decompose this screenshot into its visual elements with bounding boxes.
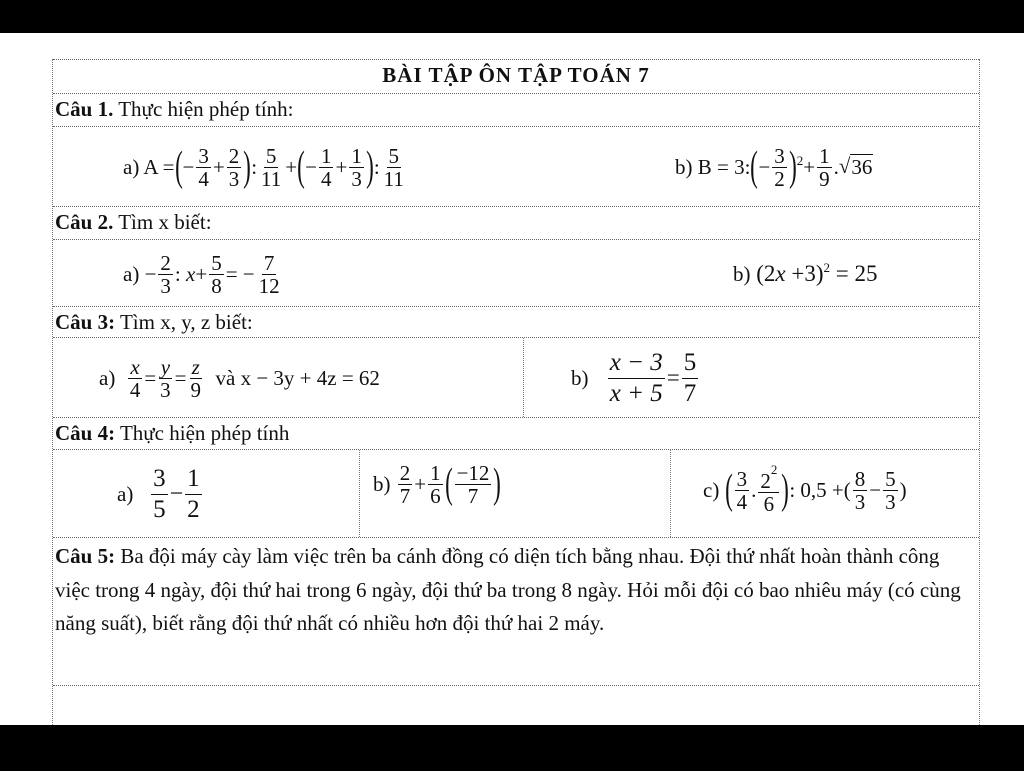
question-2-body: [53, 239, 979, 306]
q4c-label: c): [703, 477, 720, 502]
question-2b-expression: b) (2 x +3) 2 = 25: [733, 260, 878, 286]
question-3-body: [53, 337, 979, 417]
document-title: [53, 59, 979, 93]
question-1-text: Thực hiện phép tính:: [113, 97, 294, 121]
question-2-text: Tìm x biết:: [113, 210, 212, 234]
empty-row: [53, 685, 979, 725]
q4b-label: b): [373, 471, 391, 496]
question-2a-expression: a) − $\frac{2}{3}$ : x + $\frac{5}{8}$ = − $\frac{7}{12}$: [123, 250, 280, 298]
question-3-label: Câu 3:: [55, 310, 116, 334]
question-3-header: [53, 306, 979, 337]
q2b-label: b): [733, 261, 751, 286]
q1a-label: a) A =: [123, 154, 175, 179]
question-4-text: Thực hiện phép tính: [115, 421, 290, 445]
question-1-body: [53, 126, 979, 206]
q1b-label: b) B = 3:: [675, 154, 751, 179]
title-text: BÀI TẬP ÔN TẬP TOÁN 7: [382, 63, 650, 87]
question-5-label: Câu 5:: [55, 544, 116, 568]
question-3a-expression: a) $\frac{x}{4}$ = $\frac{y}{3}$ = $\frac{z}{9}$ và x − 3y + 4z = 62: [99, 354, 380, 402]
question-1b-expression: b) B = 3: ( − $\frac{3}{2}$ ) 2 + $\frac{1}{9}$ . √ 36: [675, 143, 873, 191]
question-1-header: [53, 93, 979, 126]
question-1a-expression: a) A = ( − $\frac{3}{4}$ + $\frac{2}{3}$ ) : $\frac{5}{11}$ + ( − $\frac{1}{4}$ + $\frac{1}{3}$ ) : $\frac{5}{11}$: [123, 143, 404, 191]
q3a-condition: và x − 3y + 4z = 62: [215, 365, 380, 390]
document-page: [0, 33, 1024, 725]
question-4-label: Câu 4:: [55, 421, 116, 445]
question-5: [53, 537, 979, 685]
question-3-text: Tìm x, y, z biết:: [115, 310, 253, 334]
question-4c-expression: c) ( $\frac{3}{4}$ . $\frac{2^2}{6}$ ) : 0,5 + ( $\frac{8}{3}$ − $\frac{5}{3}$ ): [703, 462, 907, 516]
question-1-label: Câu 1.: [55, 97, 114, 121]
question-2-label: Câu 2.: [55, 210, 114, 234]
q3a-label: a): [99, 365, 116, 390]
q2a-label: a): [123, 261, 140, 286]
question-4a-expression: a) $\frac{3}{5}$ − $\frac{1}{2}$: [117, 464, 200, 523]
question-5-paragraph: [55, 540, 975, 641]
question-3b-expression: b) $\frac{x - 3}{x + 5}$ = $\frac{5}{7}$: [571, 348, 697, 407]
q3b-label: b): [571, 365, 589, 390]
exercise-table: [52, 59, 980, 725]
question-4b-expression: b) $\frac{2}{7}$ + $\frac{1}{6}$ ( $\frac{-12}{7}$ ): [373, 460, 502, 508]
question-2-header: [53, 206, 979, 239]
q4a-label: a): [117, 481, 134, 506]
question-4-body: [53, 449, 979, 537]
question-4-header: [53, 417, 979, 449]
question-5-text: Ba đội máy cày làm việc trên ba cánh đồng có diện tích bằng nhau. Đội thứ nhất hoàn thành công việc trong 4 ngày, đội thứ hai trong 6 ngày, đội thứ ba trong 8 ngày. Hỏi mỗi đội có bao nhiêu máy (có cùng năng suất), biết rằng đội thứ nhất có nhiều hơn đội thứ hai 2 máy.: [55, 544, 961, 635]
